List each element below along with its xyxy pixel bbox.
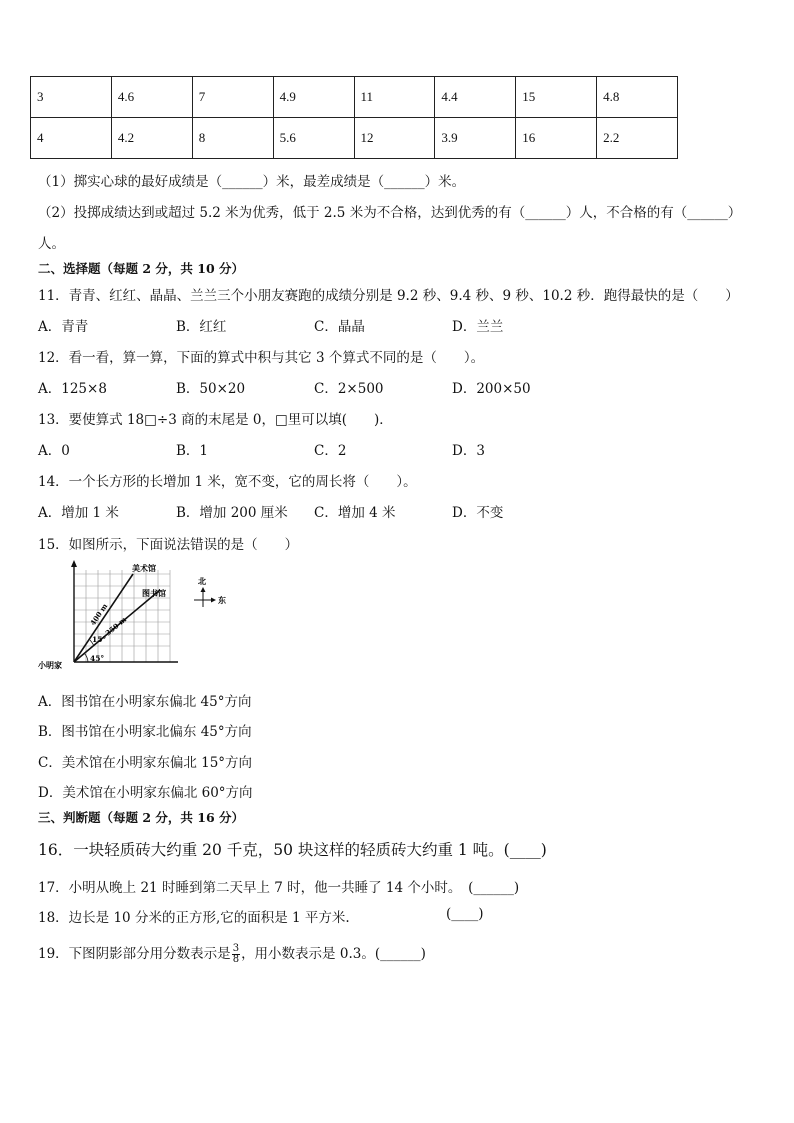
table-cell: 4.2 [111,118,192,159]
option-a: A．增加 1 米 [38,505,119,521]
table-cell: 16 [516,118,597,159]
table-cell: 4.6 [111,77,192,118]
fraction [232,944,240,965]
table-cell: 11 [354,77,435,118]
north-axis-arrow [71,560,77,567]
question-13-options [38,439,590,459]
option-d: D．200×50 [452,381,531,397]
question-14-options [38,501,590,521]
question-19-text-before: 19．下图阴影部分用分数表示是 [38,946,231,962]
option-b: B．50×20 [176,381,246,397]
question-15-option-d: D．美术馆在小明家东偏北 60°方向 [38,785,253,801]
question-10-part-2: （2）投掷成绩达到或超过 5.2 米为优秀，低于 2.5 米为不合格，达到优秀的有（______）人，不合格的有（______） [38,205,742,221]
east-label: 东 [218,595,226,605]
question-13: 13．要使算式 18□÷3 商的末尾是 0，□里可以填( )． [38,412,393,428]
table-cell: 5.6 [273,118,354,159]
section-2-heading: 二、选择题（每题 2 分，共 10 分） [38,261,245,276]
table-cell: 15 [516,77,597,118]
question-16: 16．一块轻质砖大约重 20 千克，50 块这样的轻质砖大约重 1 吨。(____) [38,841,547,859]
option-b: B．1 [176,443,209,459]
art-museum-label: 美术馆 [132,563,156,573]
question-10-part-2-end: 人。 [38,236,65,252]
table-cell: 12 [354,118,435,159]
north-label: 北 [198,576,206,586]
north-arrow-icon [201,587,206,592]
table-cell: 8 [192,118,273,159]
home-label: 小明家 [38,660,62,670]
question-14: 14．一个长方形的长增加 1 米，宽不变，它的周长将（ ）。 [38,474,417,490]
question-15: 15．如图所示，下面说法错误的是（ ） [38,537,299,553]
question-15-option-a: A．图书馆在小明家东偏北 45°方向 [38,694,252,710]
question-10-part-1: （1）掷实心球的最好成绩是（______）米，最差成绩是（______）米。 [38,174,466,190]
question-15-option-c: C．美术馆在小明家东偏北 15°方向 [38,755,253,771]
option-a: A．青青 [38,319,89,335]
question-17: 17．小明从晚上 21 时睡到第二天早上 7 时，他一共睡了 14 个小时。 (______) [38,880,520,896]
score-table [30,76,678,159]
direction-diagram [38,560,238,676]
question-11-options [38,315,590,335]
angle-45-label: 45° [90,654,105,663]
section-3-heading: 三、判断题（每题 2 分，共 16 分） [38,810,245,825]
table-cell: 4.9 [273,77,354,118]
table-cell: 4.4 [435,77,516,118]
option-a: A．125×8 [38,381,107,397]
table-cell: 3.9 [435,118,516,159]
table-cell: 2.2 [597,118,678,159]
table-cell: 7 [192,77,273,118]
distance-art-label: 400 m [88,601,110,628]
question-19-text-after: ，用小数表示是 0.3。(______) [241,946,426,962]
distance-library-label: 350 m [103,614,129,638]
option-c: C．晶晶 [314,319,365,335]
option-c: C．2 [314,443,347,459]
option-d: D．3 [452,443,485,459]
option-b: B．红红 [176,319,227,335]
option-a: A．0 [38,443,70,459]
table-row [31,77,678,118]
table-row [31,118,678,159]
fraction-denominator: 8 [232,954,240,965]
option-c: C．2×500 [314,381,384,397]
question-18-answer-blank: (____) [446,906,484,922]
question-15-option-b: B．图书馆在小明家北偏东 45°方向 [38,724,252,740]
question-12-options [38,377,590,397]
option-c: C．增加 4 米 [314,505,396,521]
compass-rose [194,576,226,607]
angle-15-label: 15° [92,635,107,644]
table-cell: 3 [31,77,112,118]
option-d: D．不变 [452,505,504,521]
east-arrow-icon [211,598,216,603]
option-d: D．兰兰 [452,319,504,335]
question-11: 11．青青、红红、晶晶、兰兰三个小朋友赛跑的成绩分别是 9.2 秒、9.4 秒、9 秒、10.2 秒．跑得最快的是（ ） [38,288,739,304]
question-12: 12．看一看，算一算，下面的算式中积与其它 3 个算式不同的是（ ）。 [38,350,485,366]
table-cell: 4 [31,118,112,159]
library-label: 图书馆 [142,588,166,598]
question-18: 18．边长是 10 分米的正方形,它的面积是 1 平方米. [38,910,350,926]
option-b: B．增加 200 厘米 [176,505,288,521]
question-19 [38,942,426,965]
fraction-numerator: 3 [232,943,240,954]
table-cell: 4.8 [597,77,678,118]
